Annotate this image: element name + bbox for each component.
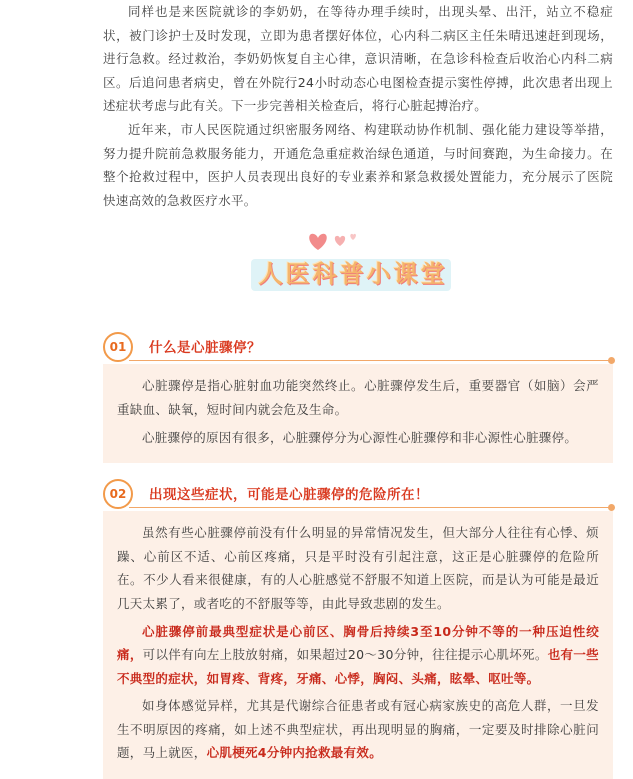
- section-warning-symptoms: [103, 477, 613, 779]
- highlight-text: 也有一些不典型的症状，如胃疼、背疼，牙痛、心悸，胸闷、头痛，眩晕、呕吐等。: [117, 647, 599, 686]
- header-divider: [129, 507, 613, 508]
- body-text: 可以伴有向左上肢放射痛，如果超过20～30分钟，往往提示心肌坏死。: [142, 647, 548, 663]
- article: [103, 0, 613, 779]
- section-number-badge: 01: [103, 332, 133, 362]
- section-header: [103, 477, 613, 511]
- banner-title: 人医科普小课堂: [258, 260, 448, 289]
- section-paragraph: [117, 694, 599, 765]
- header-divider: [129, 360, 613, 361]
- intro-text: [103, 0, 613, 212]
- science-class-banner: [103, 226, 613, 316]
- section-paragraph: 心脏骤停是指心脏射血功能突然终止。心脏骤停发生后，重要器官（如脑）会严重缺血、缺氧，短时间内就会危及生命。: [117, 378, 599, 417]
- section-title: 什么是心脏骤停？: [149, 340, 261, 357]
- section-paragraph: 虽然有些心脏骤停前没有什么明显的异常情况发生，但大部分人往往有心悸、烦躁、心前区不适、心前区疼痛，只是平时没有引起注意，这正是心脏骤停的危险所在。不少人看来很健康，有的人心脏感觉不舒服不知道上医院，而是认为可能是最近几天太累了，或者吃的不舒服等等，由此导致悲剧的发生。: [117, 525, 599, 611]
- section-what-is-cardiac-arrest: [103, 330, 613, 463]
- header-dot: [608, 504, 615, 511]
- section-number-badge: 02: [103, 479, 133, 509]
- highlight-text: 心肌梗死4分钟内抢救最有效。: [206, 745, 383, 761]
- section-body: [103, 364, 613, 463]
- section-title: 出现这些症状，可能是心脏骤停的危险所在！: [149, 487, 429, 504]
- section-paragraph: 心脏骤停的原因有很多，心脏骤停分为心源性心脏骤停和非心源性心脏骤停。: [142, 429, 578, 445]
- section-body: [103, 511, 613, 779]
- intro-paragraph-2: 近年来，市人民医院通过织密服务网络、构建联动协作机制、强化能力建设等举措，努力提升院前急救服务能力，开通危急重症救治绿色通道，与时间赛跑，为生命接力。在整个抢救过程中，医护人员表现出良好的专业素养和紧急救援处置能力，充分展示了医院快速高效的急救医疗水平。: [103, 121, 613, 208]
- intro-paragraph-1: 同样也是来医院就诊的李奶奶，在等待办理手续时，出现头晕、出汗，站立不稳症状，被门诊护士及时发现，立即为患者摆好体位，心内科二病区主任朱晴迅速赶到现场，进行急救。经过救治，李奶奶恢复自主心律，意识清晰，在急诊科检查后收治心内科二病区。后追问患者病史，曾在外院行24小时动态心电图检查提示窦性停搏，此次患者出现上述症状考虑与此有关。下一步完善相关检查后，将行心脏起搏治疗。: [103, 4, 613, 114]
- highlight-text: 心脏骤停前最典型症状是心前区、胸骨后持续3至10分钟不等的一种压迫性绞痛，: [117, 623, 599, 663]
- body-text: 如身体感觉异样，尤其是代谢综合征患者或有冠心病家族史的高危人群，一旦发生不明原因的疼痛，如上述不典型症状，再出现明显的胸痛，一定要及时排除心脏问题，马上就医，: [117, 698, 599, 761]
- section-header: [103, 330, 613, 364]
- section-paragraph: [117, 620, 599, 691]
- header-dot: [608, 357, 615, 364]
